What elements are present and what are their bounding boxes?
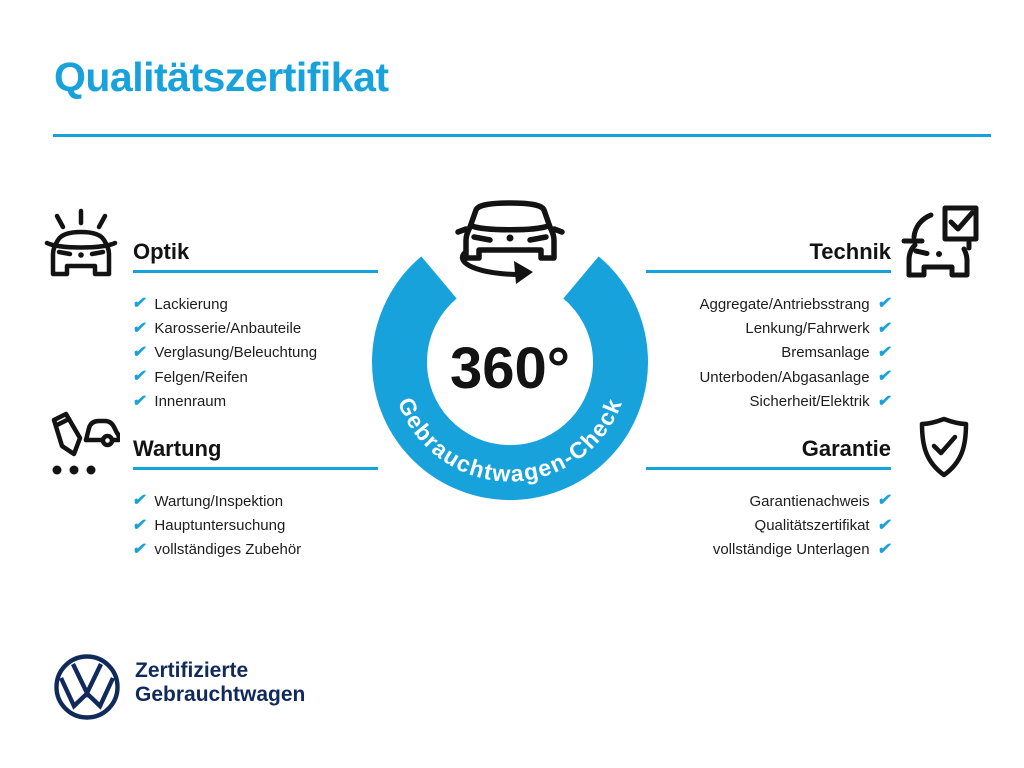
rotation-arrowhead — [514, 261, 533, 284]
check-icon: ✔ — [876, 343, 893, 361]
brand-wordmark — [135, 659, 305, 707]
item-label: Innenraum — [154, 393, 227, 411]
checklist-item — [133, 316, 378, 340]
item-label: Sicherheit/Elektrik — [749, 393, 870, 411]
checklist-item — [646, 538, 891, 562]
checklist-item — [646, 292, 891, 316]
item-label: Verglasung/Beleuchtung — [154, 344, 318, 362]
section-wartung — [133, 436, 378, 562]
item-label: vollständiges Zubehör — [154, 541, 302, 559]
check-icon: ✔ — [131, 540, 148, 558]
section-title: Garantie — [801, 436, 891, 461]
item-label: vollständige Unterlagen — [712, 541, 870, 559]
check-icon: ✔ — [131, 392, 148, 410]
car-shine-icon — [44, 206, 118, 282]
check-icon: ✔ — [876, 540, 893, 558]
section-technik — [646, 239, 891, 414]
section-title: Technik — [809, 239, 891, 264]
check-icon: ✔ — [131, 368, 148, 386]
check-icon: ✔ — [131, 492, 148, 510]
brand-line-1: Zertifizierte — [135, 659, 249, 682]
checklist — [133, 489, 378, 562]
item-label: Felgen/Reifen — [154, 368, 248, 386]
check-icon: ✔ — [131, 319, 148, 337]
item-label: Karosserie/Anbauteile — [154, 320, 302, 338]
check-icon: ✔ — [876, 368, 893, 386]
item-label: Lackierung — [154, 295, 228, 313]
checklist-item — [646, 316, 891, 340]
section-rule — [133, 467, 378, 470]
section-rule — [133, 270, 378, 273]
checklist — [646, 292, 891, 414]
section-rule — [646, 467, 891, 470]
page-title: Qualitätszertifikat — [54, 54, 389, 100]
checklist — [646, 489, 891, 562]
check-icon: ✔ — [876, 319, 893, 337]
check-icon: ✔ — [876, 492, 893, 510]
item-label: Hauptuntersuchung — [154, 517, 286, 535]
section-garantie — [646, 436, 891, 562]
service-pencil-car-icon — [44, 410, 120, 480]
check-icon: ✔ — [131, 516, 148, 534]
item-label: Unterboden/Abgasanlage — [699, 368, 870, 386]
section-title: Wartung — [133, 436, 222, 461]
checklist-item — [133, 365, 378, 389]
vw-logo — [52, 652, 122, 722]
checklist-item — [133, 390, 378, 414]
checklist — [133, 292, 378, 414]
shield-check-icon — [912, 414, 976, 482]
checklist-item — [133, 513, 378, 537]
checklist-item — [646, 513, 891, 537]
check-icon: ✔ — [131, 295, 148, 313]
check-icon: ✔ — [131, 343, 148, 361]
brand-line-2: Gebrauchtwagen — [135, 683, 306, 706]
item-label: Lenkung/Fahrwerk — [745, 320, 870, 338]
badge-value: 360° — [450, 336, 570, 401]
badge-ring-label: Gebrauchtwagen-Check — [392, 393, 628, 487]
360-degree-badge — [364, 190, 656, 506]
section-title: Optik — [133, 239, 190, 264]
checklist-item — [133, 538, 378, 562]
rotating-car-icon — [458, 203, 562, 258]
checklist-item — [646, 365, 891, 389]
checklist-item — [133, 489, 378, 513]
checklist-item — [646, 341, 891, 365]
item-label: Garantienachweis — [749, 492, 870, 510]
item-label: Wartung/Inspektion — [154, 492, 284, 510]
check-icon: ✔ — [876, 295, 893, 313]
item-label: Qualitätszertifikat — [754, 517, 870, 535]
item-label: Bremsanlage — [781, 344, 870, 362]
section-rule — [646, 270, 891, 273]
checklist-item — [133, 292, 378, 316]
checklist-item — [646, 390, 891, 414]
checklist-item — [133, 341, 378, 365]
item-label: Aggregate/Antriebsstrang — [699, 295, 870, 313]
check-icon: ✔ — [876, 516, 893, 534]
check-icon: ✔ — [876, 392, 893, 410]
section-optik — [133, 239, 378, 414]
title-rule — [53, 134, 991, 137]
checklist-item — [646, 489, 891, 513]
car-checkbox-icon — [901, 205, 979, 283]
